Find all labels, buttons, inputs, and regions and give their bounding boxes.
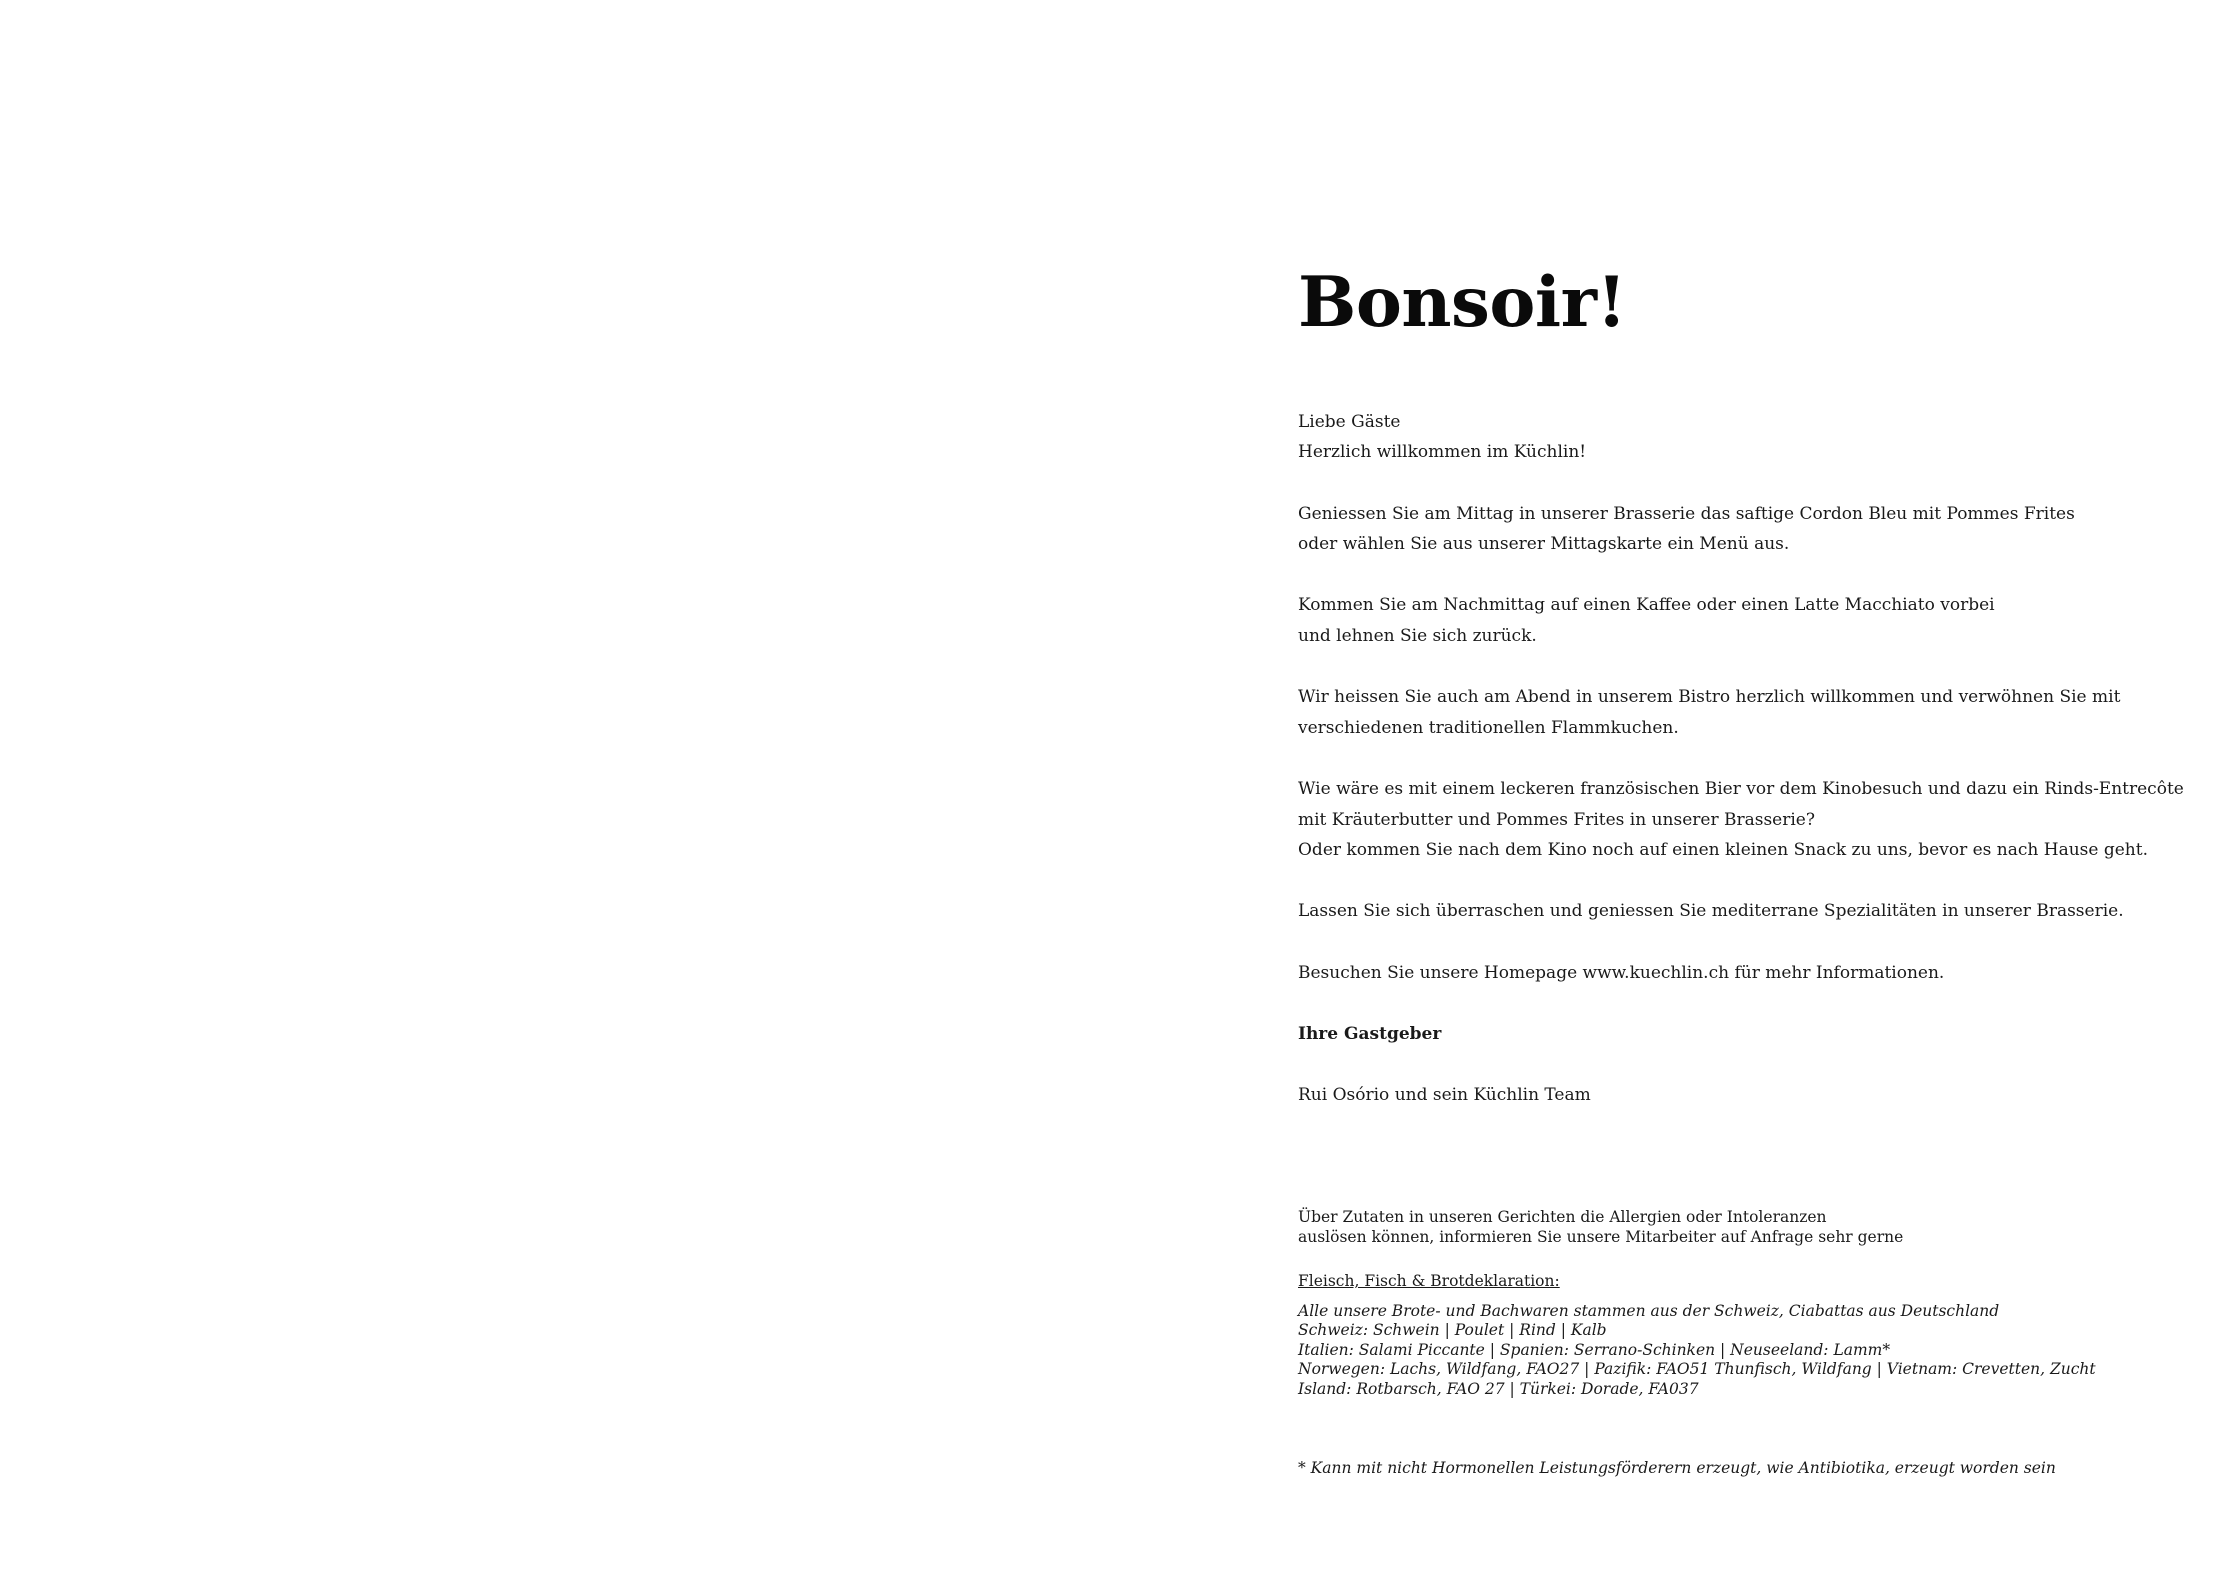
hosts-heading: Ihre Gastgeber — [1298, 1024, 1442, 1044]
specialties-paragraph: Lassen Sie sich überraschen und geniessen Sie mediterrane Spezialitäten in unserer Brasserie. — [1298, 901, 2124, 921]
cinema-paragraph-line-3: Oder kommen Sie nach dem Kino noch auf einen kleinen Snack zu uns, bevor es nach Hause geht. — [1298, 840, 2148, 860]
cinema-paragraph-line-2: mit Kräuterbutter und Pommes Frites in unserer Brasserie? — [1298, 810, 1815, 830]
declaration-line: Island: Rotbarsch, FAO 27 | Türkei: Dorade, FA037 — [1298, 1380, 1699, 1398]
declaration-line: Alle unsere Brote- und Bachwaren stammen aus der Schweiz, Ciabattas aus Deutschland — [1298, 1302, 2000, 1320]
lunch-paragraph-line-1: Geniessen Sie am Mittag in unserer Brasserie das saftige Cordon Bleu mit Pommes Frites — [1298, 504, 2075, 524]
evening-paragraph-line-2: verschiedenen traditionellen Flammkuchen. — [1298, 718, 1679, 738]
declaration-heading: Fleisch, Fisch & Brotdeklaration: — [1298, 1272, 1560, 1290]
declaration-line: Schweiz: Schwein | Poulet | Rind | Kalb — [1298, 1321, 1607, 1339]
cinema-paragraph-line-1: Wie wäre es mit einem leckeren französischen Bier vor dem Kinobesuch und dazu ein Rinds-Entrecôte — [1298, 779, 2184, 799]
afternoon-paragraph-line-2: und lehnen Sie sich zurück. — [1298, 626, 1537, 646]
declaration-line: Italien: Salami Piccante | Spanien: Serrano-Schinken | Neuseeland: Lamm* — [1298, 1341, 1891, 1359]
welcome-text: Herzlich willkommen im Küchlin! — [1298, 442, 1587, 462]
homepage-paragraph: Besuchen Sie unsere Homepage www.kuechlin.ch für mehr Informationen. — [1298, 963, 1945, 983]
hosts-names: Rui Osório und sein Küchlin Team — [1298, 1085, 1591, 1105]
menu-welcome-page — [1298, 0, 2198, 1573]
afternoon-paragraph-line-1: Kommen Sie am Nachmittag auf einen Kaffee oder einen Latte Macchiato vorbei — [1298, 595, 1995, 615]
allergy-note-line-1: Über Zutaten in unseren Gerichten die Allergien oder Intoleranzen — [1298, 1208, 1827, 1226]
page-title: Bonsoir! — [1298, 262, 1627, 343]
evening-paragraph-line-1: Wir heissen Sie auch am Abend in unserem Bistro herzlich willkommen und verwöhnen Sie mit — [1298, 687, 2121, 707]
footnote: * Kann mit nicht Hormonellen Leistungsförderern erzeugt, wie Antibiotika, erzeugt worden sein — [1298, 1459, 2056, 1477]
greeting-text: Liebe Gäste — [1298, 412, 1401, 432]
allergy-note-line-2: auslösen können, informieren Sie unsere Mitarbeiter auf Anfrage sehr gerne — [1298, 1228, 1904, 1246]
declaration-line: Norwegen: Lachs, Wildfang, FAO27 | Pazifik: FAO51 Thunfisch, Wildfang | Vietnam: Crevetten, Zucht — [1298, 1360, 2096, 1378]
lunch-paragraph-line-2: oder wählen Sie aus unserer Mittagskarte ein Menü aus. — [1298, 534, 1790, 554]
